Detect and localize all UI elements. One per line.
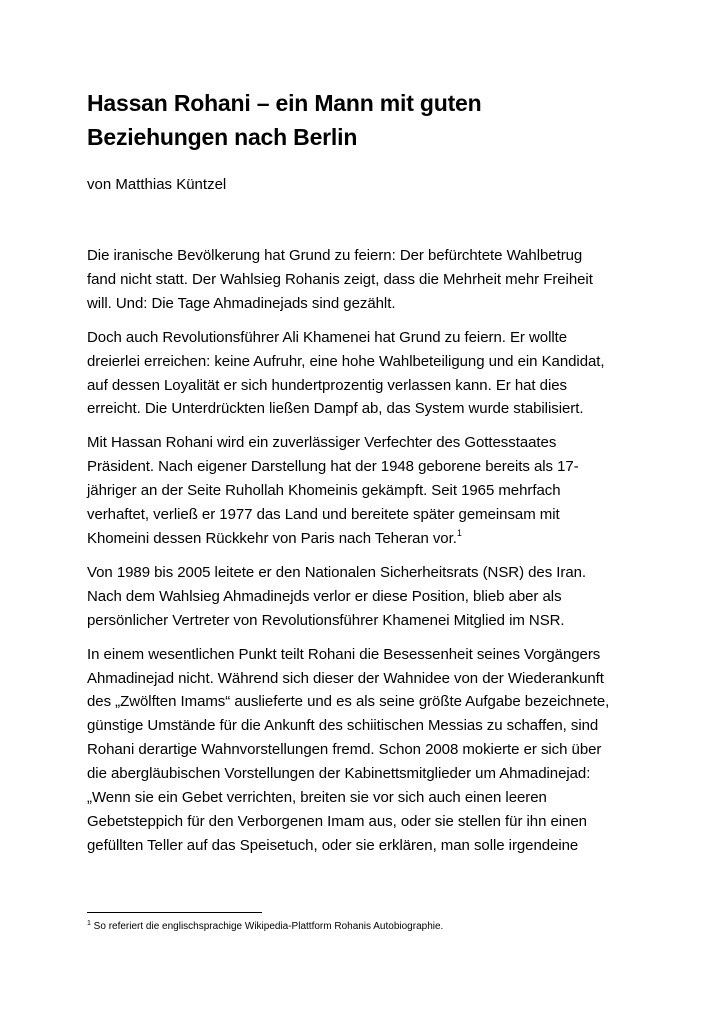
text-line: Khomeini dessen Rückkehr von Paris nach Teheran vor.: [87, 529, 457, 547]
paragraph: [87, 431, 647, 551]
text-line: fand nicht statt. Der Wahlsieg Rohanis zeigt, dass die Mehrheit mehr Freiheit: [87, 270, 593, 288]
text-line: will. Und: Die Tage Ahmadinejads sind gezählt.: [87, 294, 396, 312]
title-line: Beziehungen nach Berlin: [87, 124, 358, 150]
text-line: verhaftet, verließ er 1977 das Land und bereitete später gemeinsam mit: [87, 506, 560, 524]
text-line: gefüllten Teller auf das Speisetuch, oder sie erklären, man solle irgendeine: [87, 836, 579, 854]
footnote: [87, 919, 443, 935]
text-line: Doch auch Revolutionsführer Ali Khamenei hat Grund zu feiern. Er wollte: [87, 328, 568, 346]
text-line: Rohani derartige Wahnvorstellungen fremd. Schon 2008 mokierte er sich über: [87, 741, 602, 759]
footnote-number: 1: [87, 920, 91, 927]
text-line: dreierlei erreichen: keine Aufruhr, eine hohe Wahlbeteiligung und ein Kandidat,: [87, 352, 605, 370]
text-line: persönlicher Vertreter von Revolutionsführer Khamenei Mitglied im NSR.: [87, 611, 565, 629]
text-line: Ahmadinejad nicht. Während sich dieser der Wahnidee von der Wiederankunft: [87, 669, 604, 687]
text-line: erreicht. Die Unterdrückten ließen Dampf ab, das System wurde stabilisiert.: [87, 400, 584, 418]
paragraph: [87, 561, 647, 633]
text-line-with-footnote: [87, 527, 647, 551]
paragraph: [87, 244, 647, 316]
text-line: jähriger an der Seite Ruhollah Khomeinis gekämpft. Seit 1965 mehrfach: [87, 482, 561, 500]
article-body: [87, 244, 647, 868]
text-line: „Wenn sie ein Gebet verrichten, breiten sie vor sich auch einen leeren: [87, 789, 547, 807]
author-byline: von Matthias Küntzel: [87, 176, 227, 193]
text-line: des „Zwölften Imams“ auslieferte und es als seine größte Aufgabe bezeichnete,: [87, 693, 610, 711]
footnote-reference[interactable]: 1: [456, 527, 462, 538]
text-line: In einem wesentlichen Punkt teilt Rohani die Besessenheit seines Vorgängers: [87, 645, 601, 663]
title-line: Hassan Rohani – ein Mann mit guten: [87, 90, 482, 116]
text-line: Mit Hassan Rohani wird ein zuverlässiger Verfechter des Gottesstaates: [87, 434, 557, 452]
text-line: die abergläubischen Vorstellungen der Kabinettsmitglieder um Ahmadinejad:: [87, 765, 591, 783]
text-line: Gebetsteppich für den Verborgenen Imam aus, oder sie stellen für ihn einen: [87, 812, 587, 830]
text-line: günstige Umstände für die Ankunft des schiitischen Messias zu schaffen, sind: [87, 717, 599, 735]
text-line: auf dessen Loyalität er sich hundertprozentig verlassen kann. Er hat dies: [87, 376, 567, 394]
text-line: Die iranische Bevölkerung hat Grund zu feiern: Der befürchtete Wahlbetrug: [87, 247, 583, 264]
paragraph: [87, 326, 647, 422]
paragraph: [87, 643, 647, 858]
article-title: [87, 86, 647, 154]
text-line: Präsident. Nach eigener Darstellung hat der 1948 geborene bereits als 17-: [87, 458, 579, 476]
footnote-separator: [87, 912, 262, 913]
text-line: Von 1989 bis 2005 leitete er den Nationalen Sicherheitsrats (NSR) des Iran.: [87, 563, 587, 581]
footnote-text: So referiert die englischsprachige Wikipedia-Plattform Rohanis Autobiographie.: [90, 921, 444, 932]
text-line: Nach dem Wahlsieg Ahmadinejds verlor er diese Position, blieb aber als: [87, 587, 562, 605]
